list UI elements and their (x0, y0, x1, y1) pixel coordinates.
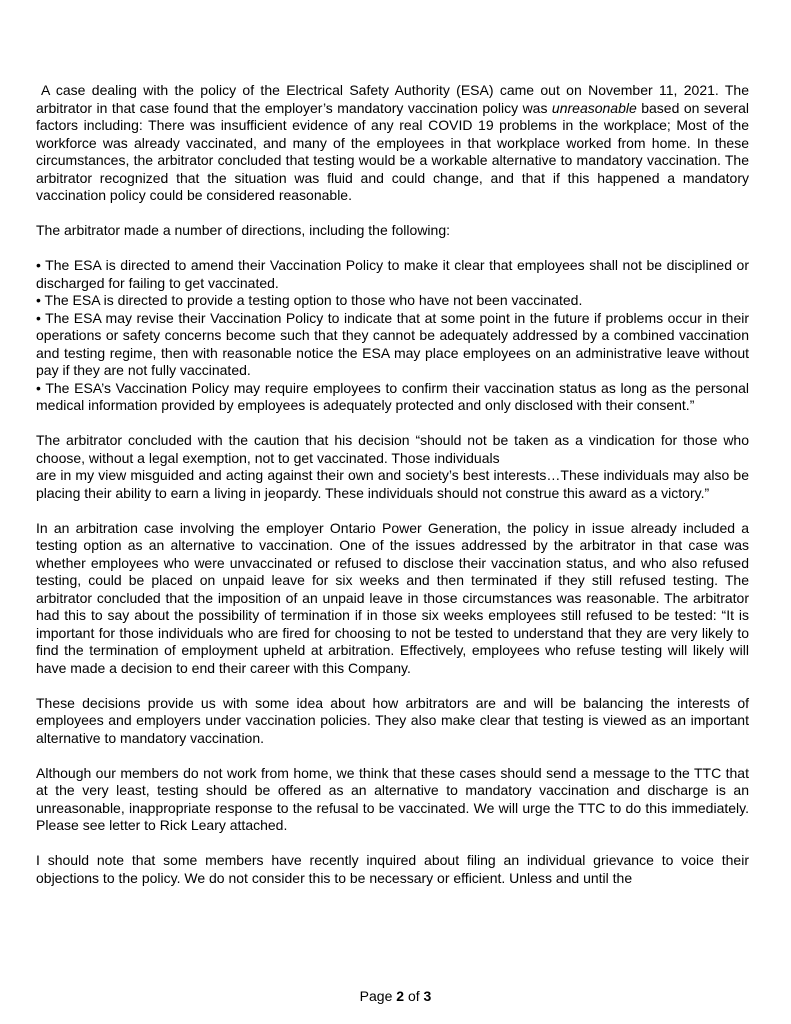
paragraph-text: A case dealing with the policy of the Electrical Safety Authority (ESA) came out on November 11, 2021. The arbitrator in that case found that the employer’s mandatory vaccination policy was (36, 82, 749, 116)
footer-page-label: Page (359, 988, 397, 1004)
footer-page-number: 2 (396, 988, 405, 1004)
footer-of-label: of (404, 988, 424, 1004)
page-footer (0, 988, 791, 1006)
paragraph-esa-case (36, 82, 749, 205)
paragraph-text: based on several factors including: There was insufficient evidence of any real COVID 19 problems in the workplace; Most of the workforce was already vaccinated, and many of the employees in that workplace worked from home. In these circumstances, the arbitrator concluded that testing would be a workable alternative to mandatory vaccination. The arbitrator recognized that the situation was fluid and could change, and that if this happened a mandatory vaccination policy could be considered reasonable. (36, 99, 749, 203)
paragraph-balancing: These decisions provide us with some idea about how arbitrators are and will be balancing the interests of employees and employers under vaccination policies. They also make clear that testing is viewed as an important alternative to mandatory vaccination. (36, 694, 749, 746)
caution-line-1: The arbitrator concluded with the caution that his decision “should not be taken as a vindication for those who choose, without a legal exemption, not to get vaccinated. Those individuals (36, 432, 749, 466)
caution-line-2: are in my view misguided and acting against their own and society’s best interests…These individuals may also be placing their ability to earn a living in jeopardy. These individuals should not construe this award as a victory.” (36, 467, 749, 501)
paragraph-grievance-note: I should note that some members have recently inquired about filing an individual grievance to voice their objections to the policy. We do not consider this to be necessary or efficient. Unless and until the (36, 852, 749, 886)
paragraph-opg-case: In an arbitration case involving the employer Ontario Power Generation, the policy in issue already included a testing option as an alternative to vaccination. One of the issues addressed by the arbitrator in that case was whether employees who were unvaccinated or refused to disclose their vaccination status, and who also refused testing, could be placed on unpaid leave for six weeks and then terminated if they still refused testing. The arbitrator concluded that the imposition of an unpaid leave in those circumstances was reasonable. The arbitrator had this to say about the possibility of termination if in those six weeks employees still refused to be tested: “It is important for those individuals who are fired for choosing to not be tested to understand that they are very likely to find the termination of employment upheld at arbitration. Effectively, employees who refuse testing will likely will have made a decision to end their career with this Company. (36, 519, 749, 676)
paragraph-directions-intro: The arbitrator made a number of directions, including the following: (36, 222, 450, 238)
footer-total-pages: 3 (423, 988, 432, 1004)
bullet-item-revise-policy: • The ESA may revise their Vaccination Policy to indicate that at some point in the future if problems occur in their operations or safety concerns become such that they cannot be adequately addressed by a combined vaccination and testing regime, then with reasonable notice the ESA may place employees on an administrative leave without pay if they are not fully vaccinated. (36, 309, 749, 378)
bullet-list (36, 257, 749, 415)
bullet-item-amend-policy: • The ESA is directed to amend their Vaccination Policy to make it clear that employees shall not be disciplined or discharged for failing to get vaccinated. (36, 257, 749, 291)
document-content (36, 82, 749, 887)
paragraph-caution (36, 432, 749, 502)
bullet-item-testing-option: • The ESA is directed to provide a testing option to those who have not been vaccinated. (36, 292, 583, 308)
paragraph-ttc-message: Although our members do not work from home, we think that these cases should send a message to the TTC that at the very least, testing should be offered as an alternative to mandatory vaccination and discharge is an unreasonable, inappropriate response to the refusal to be vaccinated. We will urge the TTC to do this immediately. Please see letter to Rick Leary attached. (36, 764, 749, 833)
bullet-item-confirm-status: • The ESA’s Vaccination Policy may require employees to confirm their vaccination status as long as the personal medical information provided by employees is adequately protected and only disclosed with their consent.” (36, 379, 749, 413)
italic-word-unreasonable: unreasonable (551, 99, 637, 116)
